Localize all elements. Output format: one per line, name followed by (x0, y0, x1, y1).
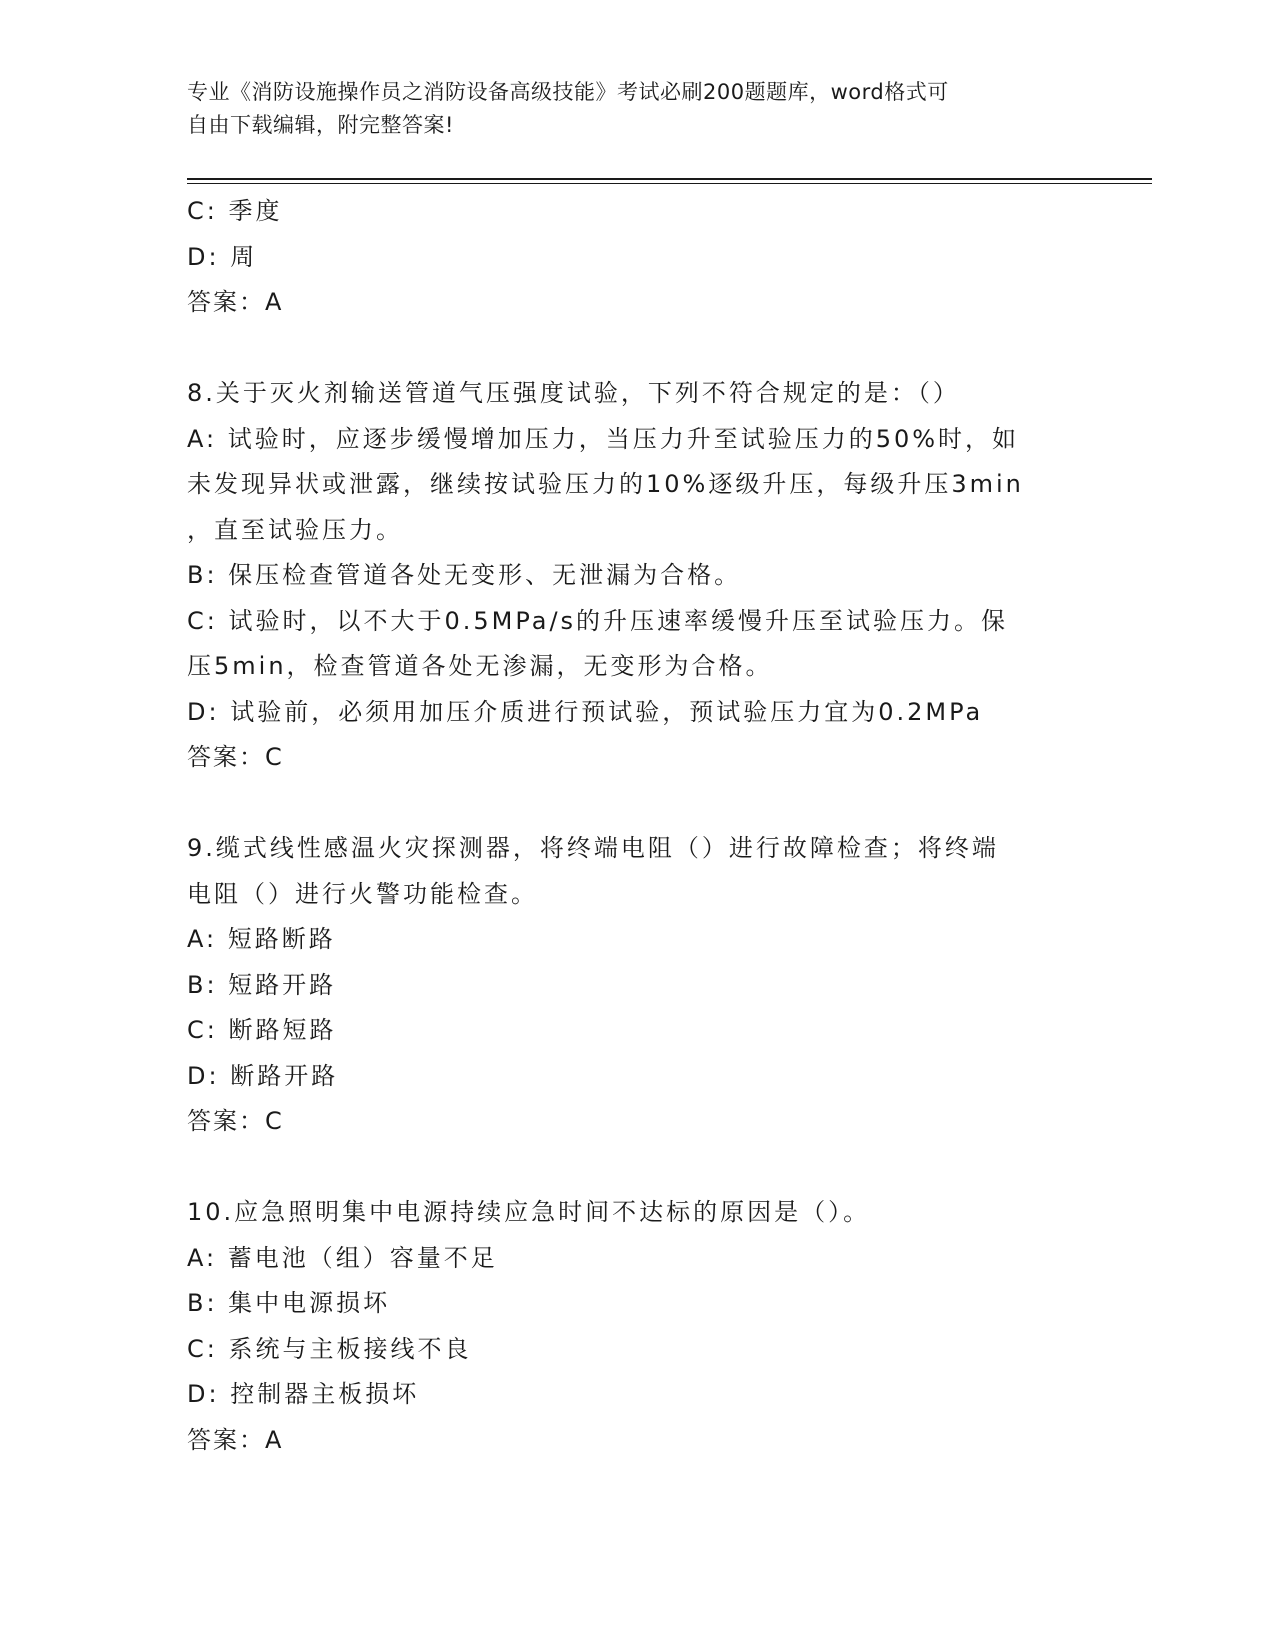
question-stem-line-1: 9.缆式线性感温火灾探测器，将终端电阻（）进行故障检查；将终端 (187, 834, 999, 862)
document-body (187, 189, 1067, 1463)
option-d: D: 周 (187, 242, 258, 271)
option-b: B: 保压检查管道各处无变形、无泄漏为合格。 (187, 561, 742, 589)
question-10 (187, 1190, 1067, 1463)
option-d: D: 试验前，必须用加压介质进行预试验，预试验压力宜为0.2MPa (187, 697, 984, 726)
answer-line: 答案：C (187, 1107, 284, 1135)
answer-line: 答案：A (187, 288, 284, 316)
header-line-2: 自由下载编辑，附完整答案! (187, 113, 454, 137)
question-8 (187, 371, 1067, 781)
answer-line: 答案：A (187, 1425, 284, 1454)
option-b: B: 集中电源损坏 (187, 1289, 391, 1317)
option-d: D: 断路开路 (187, 1061, 339, 1090)
option-c: C: 季度 (187, 197, 283, 225)
header-rule-thin (187, 183, 1152, 184)
option-a: A: 短路断路 (187, 925, 336, 953)
prev-question-block (187, 189, 1067, 326)
option-d: D: 控制器主板损坏 (187, 1380, 420, 1408)
option-c: C: 断路短路 (187, 1016, 337, 1044)
option-a-line-1: A: 试验时，应逐步缓慢增加压力，当压力升至试验压力的50%时，如 (187, 424, 1020, 453)
spacer (187, 1145, 1067, 1191)
option-c-line-1: C: 试验时，以不大于0.5MPa/s的升压速率缓慢升压至试验压力。保 (187, 606, 1009, 635)
header-line-1: 专业《消防设施操作员之消防设备高级技能》考试必刷200题题库，word格式可 (187, 80, 949, 104)
spacer (187, 326, 1067, 372)
document-header (187, 76, 1067, 142)
spacer (187, 781, 1067, 827)
question-stem: 10.应急照明集中电源持续应急时间不达标的原因是（）。 (187, 1198, 871, 1226)
answer-line: 答案：C (187, 743, 284, 771)
header-rule-thick (187, 178, 1152, 180)
question-stem: 8.关于灭火剂输送管道气压强度试验，下列不符合规定的是：（） (187, 379, 960, 407)
option-a-line-3: ，直至试验压力。 (187, 515, 403, 544)
question-9 (187, 826, 1067, 1145)
option-a-line-2: 未发现异状或泄露，继续按试验压力的10%逐级升压，每级升压3min (187, 470, 1024, 498)
question-stem-line-2: 电阻（）进行火警功能检查。 (187, 879, 538, 908)
option-c: C: 系统与主板接线不良 (187, 1334, 472, 1363)
option-a: A: 蓄电池（组）容量不足 (187, 1243, 498, 1272)
option-c-line-2: 压5min，检查管道各处无渗漏，无变形为合格。 (187, 652, 773, 680)
option-b: B: 短路开路 (187, 970, 337, 999)
